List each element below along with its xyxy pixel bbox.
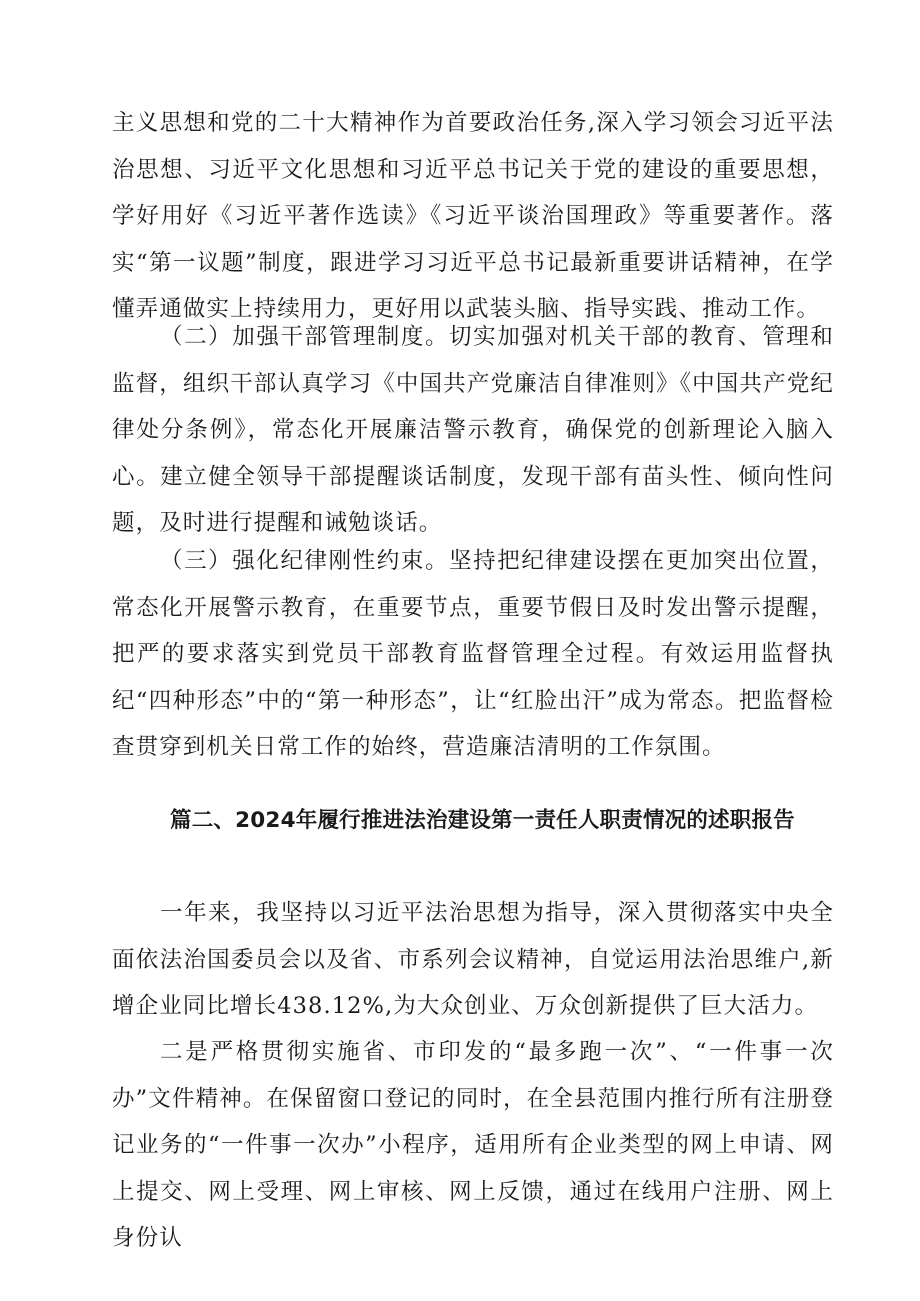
section-heading: 篇二、2024年履行推进法治建设第一责任人职责情况的述职报告 (170, 808, 795, 833)
body-paragraph: （二）加强干部管理制度。切实加强对机关干部的教育、管理和监督，组织干部认真学习《中国共产党廉洁自律准则》《中国共产党纪律处分条例》，常态化开展廉洁警示教育，确保党的创新理论入脑入心。建立健全领导干部提醒谈话制度，发现干部有苗头性、倾向性问题，及时进行提醒和诫勉谈话。 (112, 324, 834, 536)
body-paragraph: 主义思想和党的二十大精神作为首要政治任务,深入学习领会习近平法治思想、习近平文化思想和习近平总书记关于党的建设的重要思想，学好用好《习近平著作选读》《习近平谈治国理政》等重要著作。落实“第一议题”制度，跟进学习习近平总书记最新重要讲话精神，在学懂弄通做实上持续用力，更好用以武装头脑、指导实践、推动工作。 (112, 110, 834, 322)
body-paragraph: 二是严格贯彻实施省、市印发的“最多跑一次”、“一件事一次办”文件精神。在保留窗口登记的同时，在全县范围内推行所有注册登记业务的“一件事一次办”小程序，适用所有企业类型的网上申请、网上提交、网上受理、网上审核、网上反馈，通过在线用户注册、网上身份认 (112, 1039, 834, 1251)
body-paragraph: （三）强化纪律刚性约束。坚持把纪律建设摆在更加突出位置，常态化开展警示教育，在重要节点，重要节假日及时发出警示提醒，把严的要求落实到党员干部教育监督管理全过程。有效运用监督执纪“四种形态”中的“第一种形态”，让“红脸出汗”成为常态。把监督检查贯穿到机关日常工作的始终，营造廉洁清明的工作氛围。 (112, 548, 834, 760)
body-paragraph: 一年来，我坚持以习近平法治思想为指导，深入贯彻落实中央全面依法治国委员会以及省、市系列会议精神，自觉运用法治思维户,新增企业同比增长438.12%,为大众创业、万众创新提供了巨大活力。 (112, 900, 834, 1019)
